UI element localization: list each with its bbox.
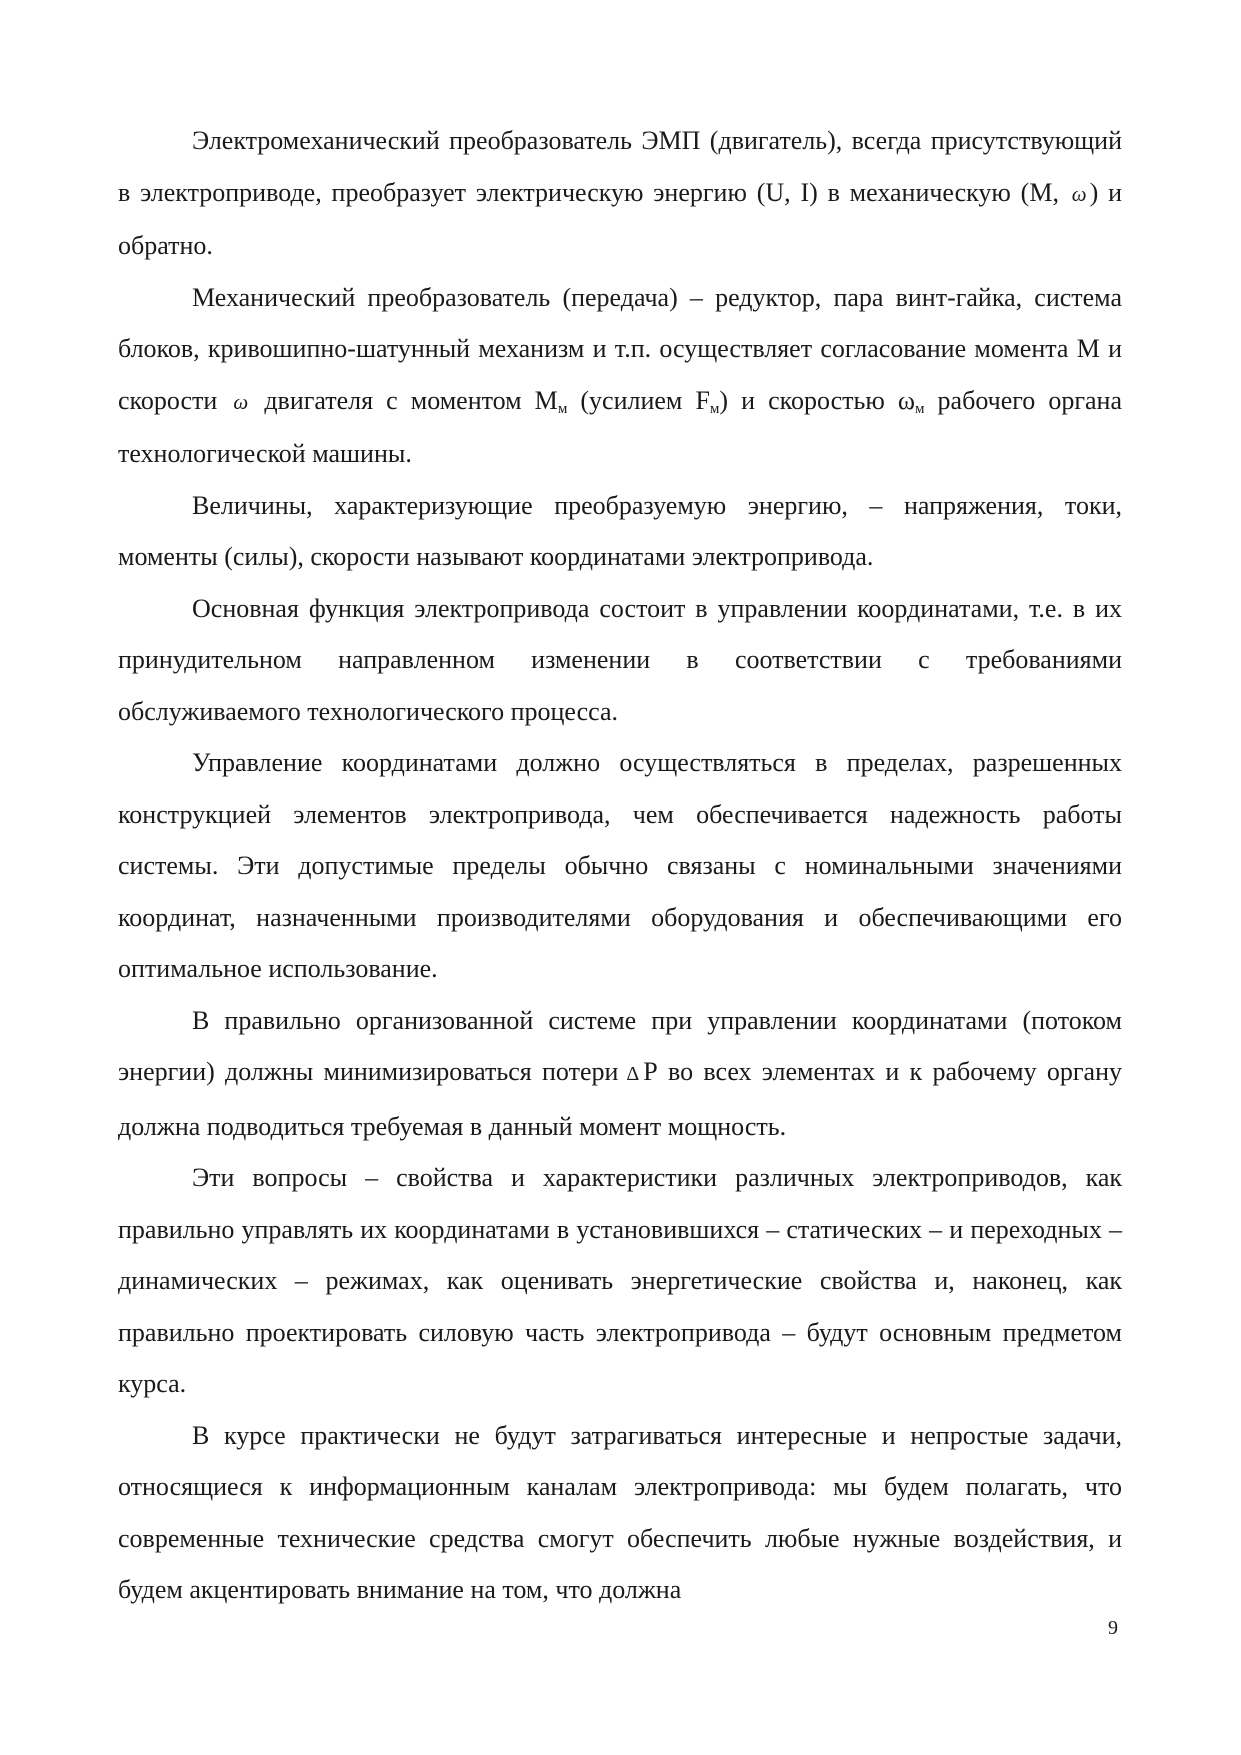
page-number: 9 — [1108, 1617, 1118, 1639]
paragraph-course-scope: В курсе практически не будут затрагиваться интересные и непростые задачи, относящиеся к информационным каналам электропривода: мы будем полагать, что современные технические средства смогут обеспечить любые нужные воздействия, и будем акцентировать внимание на том, что должна — [118, 1420, 1122, 1604]
body-text — [118, 115, 1122, 1616]
paragraph-losses-text-end: Р во всех элементах и к рабочему органу должна подводиться требуемая в данный момент мощность. — [118, 1057, 1122, 1141]
paragraph-emp-text-end: ) и обратно. — [118, 177, 1123, 260]
paragraph-mech-text-4: ) и скоростью ω — [719, 385, 915, 415]
paragraph-coordinates-definition: Величины, характеризующие преобразуемую энергию, – напряжения, токи, моменты (силы), скорости называют координатами электропривода. — [118, 490, 1122, 571]
paragraph-mech-text-5: рабочего органа технологической машины. — [118, 385, 1123, 468]
paragraph-course-subject: Эти вопросы – свойства и характеристики различных электроприводов, как правильно управлять их координатами в установившихся – статических – и переходных – динамических – режимах, как оценивать энергетические свойства и, наконец, как правильно проектировать силовую часть электропривода – будут основным предметом курса. — [118, 1163, 1122, 1398]
paragraph-mech-text-2: двигателя с моментом М — [264, 385, 558, 415]
omega-symbol: ω — [233, 389, 249, 414]
paragraph-emp — [118, 115, 1122, 272]
paragraph-losses — [118, 995, 1122, 1153]
subscript-m: м — [709, 400, 720, 417]
omega-symbol: ω — [1071, 181, 1087, 206]
delta-symbol: Δ — [626, 1063, 640, 1085]
paragraph-losses-text: В правильно организованной системе при управлении координатами (потоком энергии) должны минимизироваться потери — [118, 1005, 1122, 1086]
subscript-m: м — [914, 400, 925, 417]
paragraph-main-function: Основная функция электропривода состоит в управлении координатами, т.е. в их принудительном направленном изменении в соответствии с требованиями обслуживаемого технологического процесса. — [118, 593, 1122, 726]
subscript-m: м — [557, 400, 568, 417]
paragraph-mech-text: Механический преобразователь (передача) – редуктор, пара винт-гайка, система блоков, кривошипно-шатунный механизм и т.п. осуществляет согласование момента М и скорости — [118, 282, 1122, 415]
paragraph-coordinate-limits: Управление координатами должно осуществляться в пределах, разрешенных конструкцией элементов электропривода, чем обеспечивается надежность работы системы. Эти допустимые пределы обычно связаны с номинальными значениями координат, назначенными производителями оборудования и обеспечивающими его оптимальное использование. — [118, 748, 1122, 983]
paragraph-mech-text-3: (усилием F — [567, 385, 710, 415]
paragraph-emp-text: Электромеханический преобразователь ЭМП (двигатель), всегда присутствующий в электроприводе, преобразует электрическую энергию (U, I) в механическую (М, — [118, 126, 1122, 207]
paragraph-mechanical-converter — [118, 272, 1122, 480]
